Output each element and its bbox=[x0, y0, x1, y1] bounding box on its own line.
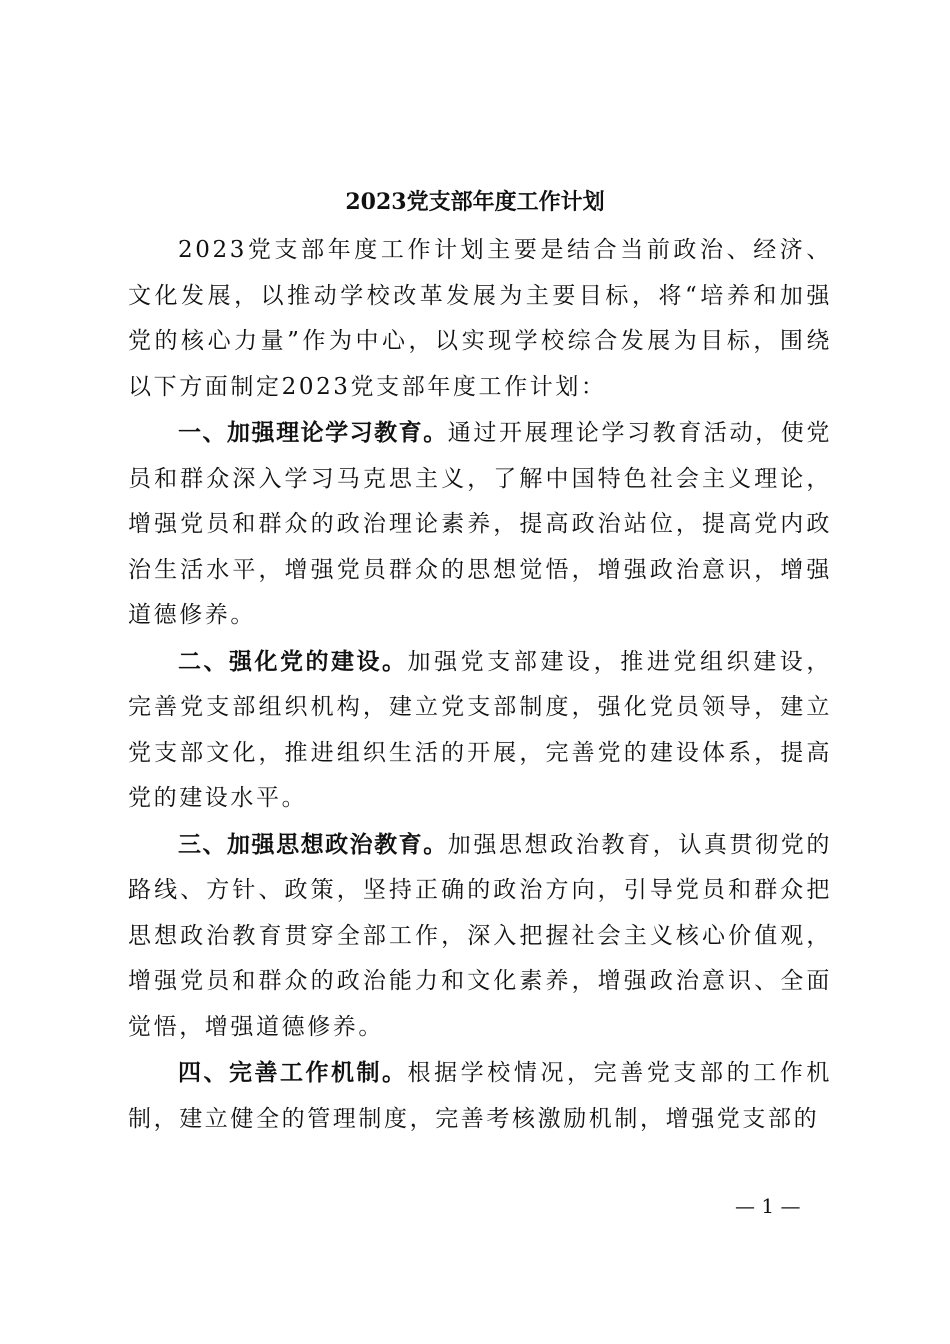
intro-paragraph: 2023党支部年度工作计划主要是结合当前政治、经济、文化发展，以推动学校改革发展为主要目标，将“培养和加强党的核心力量”作为中心，以实现学校综合发展为目标，围绕以下方面制定2023党支部年度工作计划： bbox=[128, 237, 832, 400]
section-heading-1: 一、加强理论学习教育。 bbox=[178, 419, 448, 446]
page-number: — 1 — bbox=[735, 1194, 801, 1218]
section-body-2: 加强党支部建设，推进党组织建设，完善党支部组织机构，建立党支部制度，强化党员领导，建立党支部文化，推进组织生活的开展，完善党的建设体系，提高党的建设水平。 bbox=[128, 648, 833, 811]
section-body-4: 根据学校情况，完善党支部的工作机制，建立健全的管理制度，完善考核激励机制，增强党支部的 bbox=[128, 1060, 833, 1132]
section-heading-2: 二、强化党的建设。 bbox=[178, 647, 408, 675]
section-heading-3: 三、加强思想政治教育。 bbox=[178, 830, 448, 858]
section-paragraph-3 bbox=[128, 822, 832, 1051]
section-paragraph-1 bbox=[128, 410, 832, 639]
section-body-3: 加强思想政治教育，认真贯彻党的路线、方针、政策，坚持正确的政治方向，引导党员和群众把思想政治教育贯穿全部工作，深入把握社会主义核心价值观，增强党员和群众的政治能力和文化素养，增强政治意识、全面觉悟，增强道德修养。 bbox=[128, 831, 833, 1040]
section-heading-4: 四、完善工作机制。 bbox=[178, 1059, 408, 1086]
section-body-1: 通过开展理论学习教育活动，使党员和群众深入学习马克思主义，了解中国特色社会主义理论，增强党员和群众的政治理论素养，提高政治站位，提高党内政治生活水平，增强党员群众的思想觉悟，增强政治意识，增强道德修养。 bbox=[128, 420, 833, 628]
document-title: 2023党支部年度工作计划 bbox=[345, 189, 605, 215]
section-paragraph-4 bbox=[128, 1050, 832, 1142]
section-paragraph-2 bbox=[128, 639, 832, 822]
document-body bbox=[128, 228, 832, 1142]
